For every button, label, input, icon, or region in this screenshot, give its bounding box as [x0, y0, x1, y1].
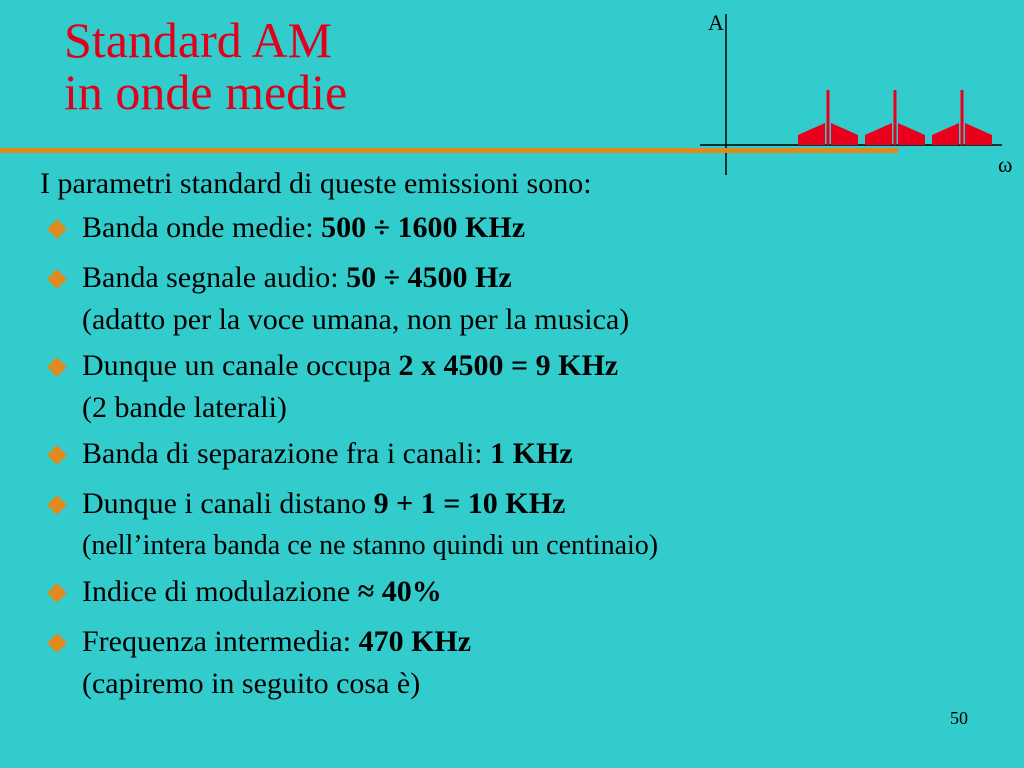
bullet-value: 500 ÷ 1600 KHz: [321, 211, 526, 244]
amplitude-axis-label: A: [708, 10, 724, 35]
bullet-item: [40, 344, 1000, 428]
bullet-item: [40, 206, 1000, 250]
title-line-2: in onde medie: [64, 64, 348, 120]
bullet-text: Dunque un canale occupa: [82, 349, 399, 382]
bullet-line: [82, 256, 1000, 300]
bullet-item: [40, 256, 1000, 340]
bullet-note: (nell’intera banda ce ne stanno quindi un centinaio): [82, 530, 659, 561]
bullet-item: [40, 432, 1000, 476]
bullet-text: Frequenza intermedia:: [82, 625, 359, 658]
diamond-bullet-icon: [47, 357, 67, 377]
frequency-axis-label: ω: [998, 152, 1013, 177]
diamond-bullet-icon: [47, 219, 67, 239]
bullet-value: ≈ 40%: [357, 575, 442, 608]
bullet-line: [82, 432, 1000, 476]
bullet-line: [82, 206, 1000, 250]
diamond-bullet-icon: [47, 633, 67, 653]
slide-body: [40, 162, 1000, 708]
bullet-text: Banda di separazione fra i canali:: [82, 437, 491, 470]
bullet-text: Dunque i canali distano: [82, 487, 374, 520]
channel-group: [798, 90, 992, 145]
intro-text: I parametri standard di queste emissioni sono:: [40, 167, 592, 200]
bullet-line: [82, 570, 1000, 614]
title-divider: [0, 148, 898, 153]
bullet-value: 50 ÷ 4500 Hz: [346, 261, 512, 294]
page-number: 50: [950, 708, 968, 728]
am-spectrum-diagram: [690, 0, 1024, 180]
bullet-text: Banda segnale audio:: [82, 261, 347, 294]
diamond-bullet-icon: [47, 269, 67, 289]
bullet-value: 9 + 1 = 10 KHz: [373, 487, 566, 520]
bullet-value: 2 x 4500 = 9 KHz: [398, 349, 619, 382]
bullet-note: (capiremo in seguito cosa è): [82, 667, 421, 700]
bullet-text: Indice di modulazione: [82, 575, 358, 608]
bullet-line: [82, 482, 1000, 526]
bullet-note: (2 bande laterali): [82, 391, 287, 424]
title-line-1: Standard AM: [64, 12, 333, 68]
bullet-note: (adatto per la voce umana, non per la musica): [82, 303, 630, 336]
bullet-value: 470 KHz: [358, 625, 472, 658]
bullet-value: 1 KHz: [490, 437, 573, 470]
bullet-line: [82, 344, 1000, 388]
bullet-item: [40, 620, 1000, 704]
bullet-line: [82, 620, 1000, 664]
diamond-bullet-icon: [47, 583, 67, 603]
bullet-item: [40, 570, 1000, 614]
diamond-bullet-icon: [47, 445, 67, 465]
bullet-item: [40, 482, 1000, 566]
slide-title: [64, 14, 347, 118]
bullet-text: Banda onde medie:: [82, 211, 322, 244]
diamond-bullet-icon: [47, 495, 67, 515]
